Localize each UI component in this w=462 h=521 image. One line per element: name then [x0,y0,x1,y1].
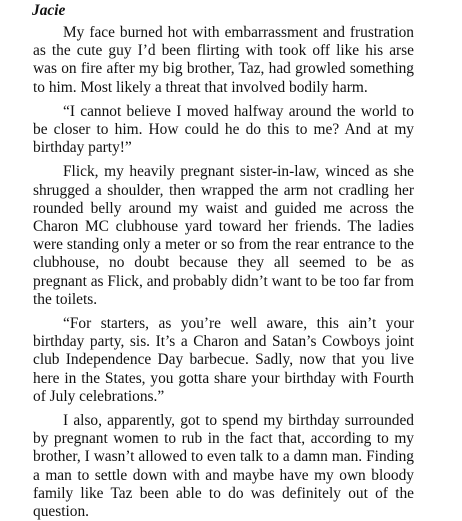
paragraph-2: “I cannot believe I moved halfway around the world to be closer to him. How could he do this to me? And at my birthday party!” [33,102,414,157]
chapter-heading: Jacie [32,2,66,19]
paragraph-4: “For starters, as you’re well aware, this ain’t your birthday party, sis. It’s a Charon and Satan’s Cowboys joint club Independence Day barbecue. Sadly, now that you live here in the States, you gotta share your birthday with Fourth of July celebrations.” [33,315,414,405]
paragraph-1: My face burned hot with embarrassment and frustration as the cute guy I’d been flirting with took off like his arse was on fire after my big brother, Taz, had growled something to him. Most likely a threat that involved bodily harm. [33,24,414,96]
paragraph-5: I also, apparently, got to spend my birthday surrounded by pregnant women to rub in the fact that, according to my brother, I wasn’t allowed to even talk to a damn man. Finding a man to settle down with and maybe have my own bloody family like Taz been able to do was definitely out of the question. [33,412,414,521]
paragraph-3: Flick, my heavily pregnant sister-in-law, winced as she shrugged a shoulder, then wrapped the arm not cradling her rounded belly around my waist and guided me across the Charon MC clubhouse yard toward her friends. The ladies were standing only a meter or so from the rear entrance to the clubhouse, no doubt because they all seemed to be as pregnant as Flick, and probably didn’t want to be too far from the toilets. [33,163,414,308]
